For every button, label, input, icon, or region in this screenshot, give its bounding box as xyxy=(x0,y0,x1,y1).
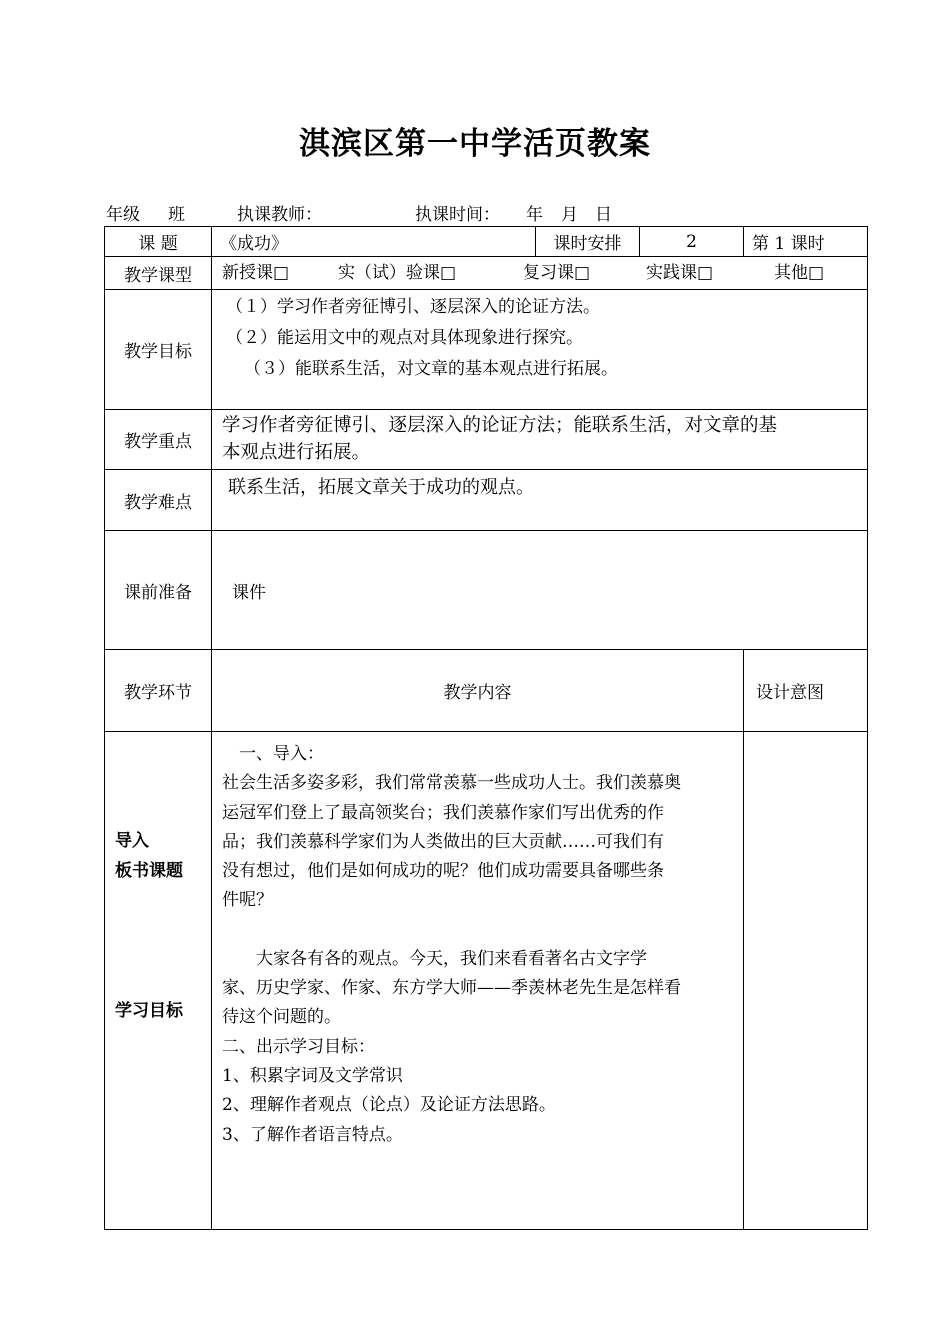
content-line: 1、积累字词及文学常识 xyxy=(222,1065,403,1086)
lesson-type-row xyxy=(105,257,868,290)
focus-label: 教学重点 xyxy=(105,410,212,470)
phase-intro xyxy=(115,826,183,886)
header-content: 教学内容 xyxy=(212,650,744,732)
option-practice: 实践课□ xyxy=(646,262,714,283)
prep-row xyxy=(105,531,868,650)
focus-line: 学习作者旁征博引、逐层深入的论证方法；能联系生活，对文章的基 xyxy=(222,415,778,436)
prep-label: 课前准备 xyxy=(105,531,212,650)
topic-label: 课 题 xyxy=(105,227,212,257)
content-line: 运冠军们登上了最高领奖台；我们羡慕作家们写出优秀的作 xyxy=(222,802,664,823)
option-other: 其他□ xyxy=(774,262,825,283)
main-content-row xyxy=(105,732,868,1230)
teaching-content xyxy=(212,732,744,1230)
content-line: 没有想过，他们是如何成功的呢？他们成功需要具备哪些条 xyxy=(222,861,664,882)
lesson-type-options xyxy=(212,257,868,290)
schedule-label: 课时安排 xyxy=(536,227,640,257)
phase-intro-label: 导入 xyxy=(115,831,149,851)
content-line: 一、导入： xyxy=(222,744,324,764)
header-phase: 教学环节 xyxy=(105,650,212,732)
content-line: 件呢？ xyxy=(222,890,273,911)
focus-line: 本观点进行拓展。 xyxy=(222,442,371,463)
schedule-value: 2 xyxy=(640,227,744,257)
topic-row xyxy=(105,227,868,257)
difficulty-label: 教学难点 xyxy=(105,470,212,531)
lesson-plan-table xyxy=(104,226,868,1230)
goals-row xyxy=(105,290,868,410)
option-review: 复习课□ xyxy=(523,262,591,283)
lesson-number: 第 1 课时 xyxy=(744,227,868,257)
content-line: 品；我们羡慕科学家们为人类做出的巨大贡献……可我们有 xyxy=(222,831,664,852)
day-label: 日 xyxy=(595,205,612,225)
section-header-row xyxy=(105,650,868,732)
content-line: 2、理解作者观点（论点）及论证方法思路。 xyxy=(222,1095,556,1116)
year-label: 年 xyxy=(526,205,543,225)
content-line: 社会生活多姿多彩，我们常常羡慕一些成功人士。我们羡慕奥 xyxy=(222,773,681,794)
intent-column xyxy=(744,732,868,1230)
document-title: 淇滨区第一中学活页教案 xyxy=(299,126,651,162)
class-label: 班 xyxy=(168,205,185,225)
option-experiment: 实（试）验课□ xyxy=(338,262,457,283)
content-line: 大家各有各的观点。今天，我们来看看著名古文字学 xyxy=(222,948,647,969)
grade-label: 年级 xyxy=(106,205,140,225)
lesson-type-label: 教学课型 xyxy=(105,257,212,290)
difficulty-content: 联系生活，拓展文章关于成功的观点。 xyxy=(212,470,868,531)
goal-item: （３）能联系生活，对文章的基本观点进行拓展。 xyxy=(244,359,618,379)
content-line: 待这个问题的。 xyxy=(222,1007,341,1028)
focus-content xyxy=(212,410,868,470)
focus-row xyxy=(105,410,868,470)
goals-label: 教学目标 xyxy=(105,290,212,410)
content-blank-line xyxy=(222,916,737,945)
option-new: 新授课□ xyxy=(222,262,290,283)
goal-item: （１）学习作者旁征博引、逐层深入的论证方法。 xyxy=(226,297,600,317)
phase-goals-label: 学习目标 xyxy=(115,1001,183,1021)
prep-content: 课件 xyxy=(212,531,868,650)
goal-item: （２）能运用文中的观点对具体现象进行探究。 xyxy=(226,328,583,348)
content-line: 3、了解作者语言特点。 xyxy=(222,1124,403,1145)
time-label: 执课时间： xyxy=(415,205,500,225)
phase-column xyxy=(105,732,212,1230)
topic-value: 《成功》 xyxy=(212,227,536,257)
month-label: 月 xyxy=(561,205,578,225)
header-intent: 设计意图 xyxy=(744,650,868,732)
difficulty-row xyxy=(105,470,868,531)
content-line: 二、出示学习目标： xyxy=(222,1036,375,1057)
goals-content xyxy=(212,290,868,410)
content-line: 家、历史学家、作家、东方学大师——季羡林老先生是怎样看 xyxy=(222,978,681,999)
phase-board-title-label: 板书课题 xyxy=(115,861,183,881)
teacher-label: 执课教师： xyxy=(237,205,322,225)
